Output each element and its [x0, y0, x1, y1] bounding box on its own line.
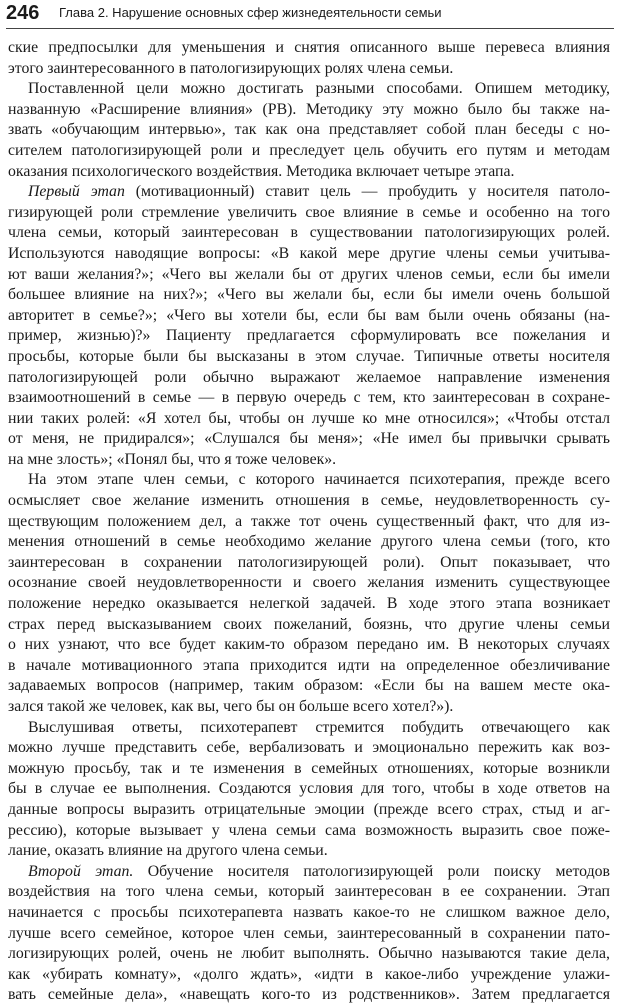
text-line	[8, 635, 610, 656]
line-text: оказания психологического воздействия. Методика включает четыре этапа.	[8, 162, 515, 180]
line-text: заинтересован в сохранении патологизирующей роли). Опыт показывает, что	[8, 553, 610, 571]
text-line	[8, 573, 610, 594]
text-line	[8, 821, 610, 842]
text-line	[8, 182, 610, 203]
line-text: о них узнают, что все будет каким-то образом передано им. В некоторых случаях	[8, 636, 610, 654]
text-line	[8, 738, 610, 759]
line-text: Используются наводящие вопросы: «В какой мере другие члены семьи учитыва-	[8, 244, 610, 262]
line-text: На этом этапе член семьи, с которого начинается психотерапия, прежде всего	[28, 471, 610, 489]
text-line	[8, 697, 610, 718]
line-text: (мотивационный) ставит цель — пробудить у носителя патоло-	[124, 183, 610, 201]
text-line	[8, 676, 610, 697]
text-line	[8, 512, 610, 533]
text-line	[8, 924, 610, 945]
line-text: пример, жизнью)?» Пациенту предлагается сформулировать все пожелания и	[8, 327, 610, 345]
line-text: осмысляет свое желание изменить отношения в семье, неудовлетворенность су-	[8, 492, 610, 510]
text-line	[8, 965, 610, 986]
line-text: сителем патологизирующей роли и преследует цель обучить его путям и методам	[8, 141, 610, 159]
text-line	[8, 388, 610, 409]
line-text: начинается с просьбы психотерапевта назвать какое-то не слишком важное дело,	[8, 903, 610, 921]
text-line	[8, 594, 610, 615]
line-text: вать семейные дела», «навещать кого-то из родственников». Затем предлагается	[8, 986, 610, 1004]
text-line	[8, 450, 610, 471]
text-line	[8, 903, 610, 924]
line-text: страх перед высказыванием своих пожеланий, боязнь, что другие члены семьи	[8, 615, 610, 633]
text-line	[8, 800, 610, 821]
text-line	[8, 244, 610, 265]
line-text: логизирующих ролей, очень не любит выполнять. Обычно называются такие дела,	[8, 945, 610, 963]
running-header	[6, 2, 614, 29]
text-line	[8, 285, 610, 306]
line-text: осознание своей неудовлетворенности и своего желания изменить существующее	[8, 574, 610, 592]
line-text: ские предпосылки для уменьшения и снятия описанного выше перевеса влияния	[8, 39, 610, 56]
text-line	[8, 409, 610, 430]
line-text: бы в случае ее выполнения. Создаются условия для того, чтобы в ходе ответов на	[8, 780, 610, 798]
text-line	[8, 429, 610, 450]
text-line	[8, 615, 610, 636]
line-text: просьбы, которые были бы высказаны в этом случае. Типичные ответы носителя	[8, 347, 610, 365]
text-line	[8, 759, 610, 780]
line-text: этого заинтересованного в патологизирующих ролях члена семьи.	[8, 59, 454, 77]
line-text: гизирующей роли стремление увеличить свое влияние в семье и особенно на того	[8, 203, 610, 221]
line-text: от меня, не придирался»; «Слушался бы меня»; «Не имел бы привычки срывать	[8, 430, 610, 448]
line-text: авторитет в семье?»; «Чего вы хотели бы, если бы вам были очень обязаны (на-	[8, 306, 610, 324]
text-line	[8, 100, 610, 121]
line-text: патологизирующей роли обычно выражают желаемое направление изменения	[8, 368, 610, 386]
line-text: воздействия на того члена семьи, который заинтересован в ее сохранении. Этап	[8, 883, 610, 901]
text-line	[8, 326, 610, 347]
text-line	[8, 368, 610, 389]
text-line	[8, 347, 610, 368]
text-line	[8, 985, 610, 1006]
line-text: менения отношений в семье необходимо желание другого члена семьи (того, кто	[8, 533, 610, 551]
chapter-title: Глава 2. Нарушение основных сфер жизнедеятельности семьи	[59, 5, 442, 20]
text-line	[8, 491, 610, 512]
line-text: взаимоотношений в семье — в первую очередь с тем, кто заинтересован в сохране-	[8, 389, 610, 407]
text-line	[8, 59, 610, 80]
text-line	[8, 841, 610, 862]
text-line	[8, 38, 610, 59]
body-text	[8, 38, 610, 1006]
line-text: Поставленной цели можно достигать разными способами. Опишем методику,	[28, 80, 610, 98]
line-text: в начале мотивационного этапа приходится идти на определенное обезличивание	[8, 656, 610, 674]
text-line	[8, 656, 610, 677]
line-text: можно лучше представить себе, вербализовать и эмоционально пережить как воз-	[8, 739, 610, 757]
line-text: нии таких ролей: «Я хотел бы, чтобы он лучше ко мне относился»; «Чтобы отстал	[8, 409, 610, 427]
line-text: Выслушивая ответы, психотерапевт стремится побудить отвечающего как	[28, 718, 610, 736]
text-line	[8, 79, 610, 100]
text-line	[8, 718, 610, 739]
stage-heading: Второй этап.	[28, 862, 134, 880]
line-text: на мне злость»; «Понял бы, что я тоже человек».	[8, 450, 337, 468]
line-text: зался такой же человек, как вы, чего бы он больше всего хотел?»).	[8, 698, 454, 715]
line-text: ют ваши желания?»; «Чего вы желали бы от других членов семьи, если бы имели	[8, 265, 610, 283]
text-line	[8, 882, 610, 903]
line-text: названную «Расширение влияния» (РВ). Методику эту можно было бы также на-	[8, 100, 610, 118]
text-line	[8, 265, 610, 286]
text-line	[8, 553, 610, 574]
text-line	[8, 532, 610, 553]
line-text: ществующим положением дел, а также тот очень существенный факт, что для из-	[8, 512, 610, 530]
line-text: задаваемых вопросов (например, таким образом: «Если бы на вашем месте ока-	[8, 677, 610, 695]
text-line	[8, 223, 610, 244]
line-text: данные вопросы выразить отрицательные эмоции (прежде всего страх, стыд и аг-	[8, 800, 610, 818]
text-line	[8, 306, 610, 327]
line-text: рессию), которые вызывает у члена семьи сама возможность выразить свое поже-	[8, 821, 610, 839]
line-text: Обучение носителя патологизирующей роли поиску методов	[133, 862, 610, 880]
text-line	[8, 470, 610, 491]
line-text: лучше всего семейное, которое член семьи, заинтересованный в сохранении пато-	[8, 924, 610, 942]
line-text: можную просьбу, так и те изменения в семейных отношениях, которые возникли	[8, 759, 610, 777]
text-line	[8, 779, 610, 800]
page-number: 246	[6, 2, 40, 24]
text-line	[8, 862, 610, 883]
text-line	[8, 203, 610, 224]
text-line	[8, 141, 610, 162]
line-text: положение нередко оказывается нелегкой задачей. В ходе этого этапа возникает	[8, 595, 610, 613]
line-text: как «убирать комнату», «долго ждать», «идти в какое-либо учреждение улажи-	[8, 965, 610, 983]
text-line	[8, 120, 610, 141]
line-text: члена семьи, который заинтересован в существовании патологизирующих ролей.	[8, 224, 610, 242]
stage-heading: Первый этап	[28, 183, 125, 201]
text-line	[8, 944, 610, 965]
line-text: большее влияние на них?»; «Чего вы желали бы, если бы имели очень большой	[8, 286, 610, 304]
text-line	[8, 162, 610, 183]
line-text: звать «обучающим интервью», так как она представляет собой план беседы с но-	[8, 121, 610, 139]
line-text: лание, оказать влияние на другого члена семьи.	[8, 842, 328, 860]
